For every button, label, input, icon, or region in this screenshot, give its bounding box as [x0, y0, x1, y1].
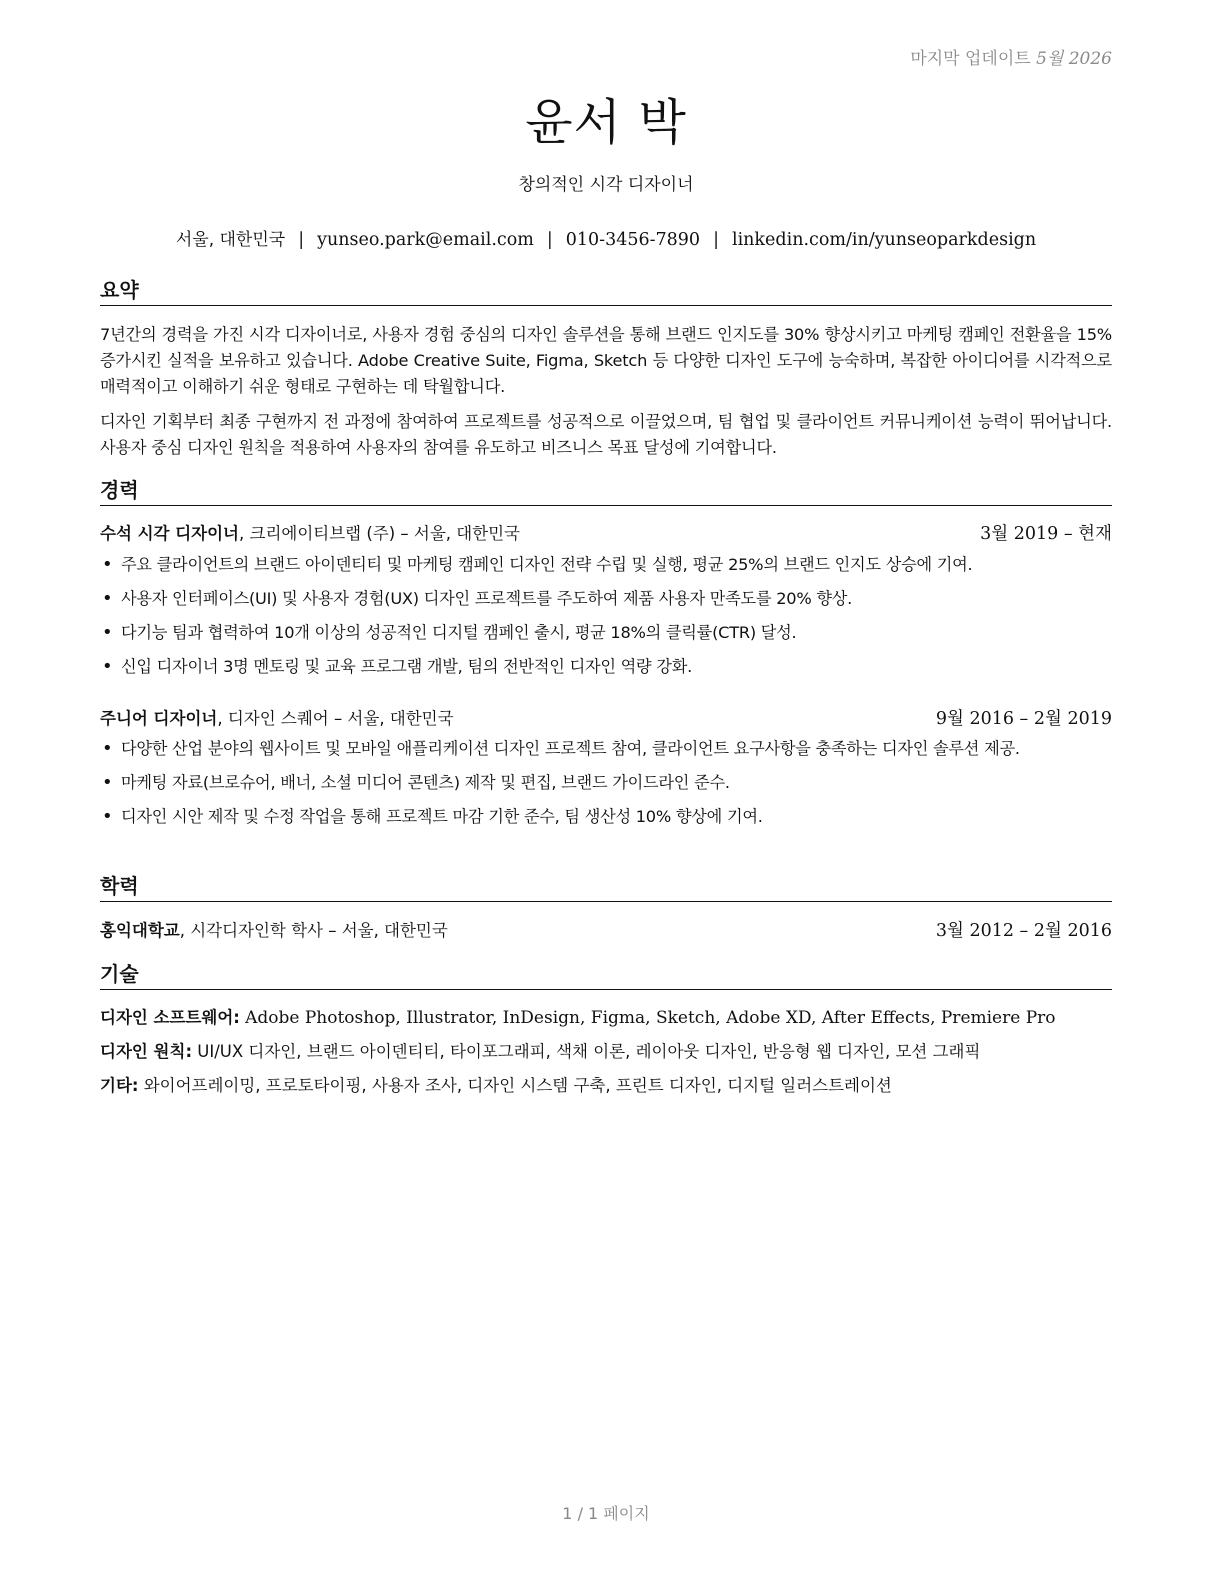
- skill-value: Adobe Photoshop, Illustrator, InDesign, Figma, Sketch, Adobe XD, After Effects, Premiere Pro: [245, 1008, 1056, 1028]
- education-detail: , 시각디자인학 학사 – 서울, 대한민국: [179, 921, 448, 940]
- contact-line: [100, 225, 1112, 250]
- job-bullet: • 마케팅 자료(브로슈어, 배너, 소셜 미디어 콘텐츠) 제작 및 편집, 브랜드 가이드라인 준수.: [100, 770, 1112, 796]
- job-bullet: • 주요 클라이언트의 브랜드 아이덴티티 및 마케팅 캠페인 디자인 전략 수립 및 실행, 평균 25%의 브랜드 인지도 상승에 기여.: [100, 552, 1120, 578]
- skill-line-software: [100, 1005, 1112, 1031]
- contact-phone: 010-3456-7890: [565, 230, 701, 250]
- page-indicator: 1 / 1 페이지: [562, 1504, 650, 1523]
- education-entry: [100, 919, 1112, 943]
- job-date: 3월 2019 – 현재: [980, 524, 1112, 544]
- candidate-name: 윤서 박: [525, 94, 687, 151]
- last-updated: [910, 44, 1112, 69]
- contact-linkedin-link[interactable]: linkedin.com/in/yunseoparkdesign: [731, 230, 1037, 250]
- job-title: 수석 시각 디자이너: [100, 524, 240, 543]
- skill-label: 기타:: [100, 1076, 139, 1095]
- job-date: 9월 2016 – 2월 2019: [935, 709, 1112, 729]
- last-updated-year: 2026: [1068, 49, 1112, 69]
- last-updated-month: 5월: [1036, 49, 1064, 69]
- section-heading-experience: 경력: [100, 478, 1112, 506]
- summary-paragraph-1: 7년간의 경력을 가진 시각 디자이너로, 사용자 경험 중심의 디자인 솔루션을 통해 브랜드 인지도를 30% 향상시키고 마케팅 캠페인 전환율을 15% 증가시킨 실적을 보유하고 있습니다. Adobe Creative Suite, Figma, Sketch 등 다양한 디자인 도구에 능숙하며, 복잡한 아이디어를 시각적으로 매력적이고 이해하기 쉬운 형태로 구현하는 데 탁월합니다.: [100, 325, 1112, 396]
- job-bullet: • 디자인 시안 제작 및 수정 작업을 통해 프로젝트 마감 기한 준수, 팀 생산성 10% 향상에 기여.: [100, 804, 1112, 830]
- job-title: 주니어 디자이너: [100, 709, 218, 728]
- candidate-subtitle: 창의적인 시각 디자이너: [518, 175, 694, 195]
- job-bullet: • 사용자 인터페이스(UI) 및 사용자 경험(UX) 디자인 프로젝트를 주도하여 제품 사용자 만족도를 20% 향상.: [100, 586, 1120, 612]
- job-company: , 크리에이티브랩 (주) – 서울, 대한민국: [239, 524, 521, 543]
- job-bullet-list: [100, 736, 1112, 830]
- job-header: [100, 522, 1112, 546]
- skill-value: UI/UX 디자인, 브랜드 아이덴티티, 타이포그래피, 색채 이론, 레이아웃 디자인, 반응형 웹 디자인, 모션 그래픽: [197, 1042, 981, 1061]
- education-school: 홍익대학교: [100, 921, 180, 940]
- section-heading-summary: 요약: [100, 278, 1112, 306]
- skill-line-other: [100, 1073, 1112, 1099]
- contact-separator: |: [298, 230, 305, 250]
- job-bullet: • 다양한 산업 분야의 웹사이트 및 모바일 애플리케이션 디자인 프로젝트 참여, 클라이언트 요구사항을 충족하는 디자인 솔루션 제공.: [100, 736, 1112, 762]
- job-company: , 디자인 스퀘어 – 서울, 대한민국: [217, 709, 454, 728]
- last-updated-label: 마지막 업데이트: [910, 49, 1031, 69]
- education-date: 3월 2012 – 2월 2016: [935, 921, 1112, 941]
- contact-separator: |: [713, 230, 719, 250]
- job-header: [100, 707, 1112, 731]
- contact-email-link[interactable]: yunseo.park@email.com: [317, 230, 534, 250]
- section-heading-education: 학력: [100, 874, 1112, 902]
- skill-label: 디자인 원칙:: [100, 1042, 193, 1061]
- job-bullet: • 신입 디자이너 3명 멘토링 및 교육 프로그램 개발, 팀의 전반적인 디자인 역량 강화.: [100, 654, 1120, 680]
- section-heading-skills: 기술: [100, 962, 1112, 990]
- job-bullet: • 다기능 팀과 협력하여 10개 이상의 성공적인 디지털 캠페인 출시, 평균 18%의 클릭률(CTR) 달성.: [100, 620, 1120, 646]
- job-bullet-list: [100, 552, 1120, 680]
- summary-paragraph-2: 디자인 기획부터 최종 구현까지 전 과정에 참여하여 프로젝트를 성공적으로 이끌었으며, 팀 협업 및 클라이언트 커뮤니케이션 능력이 뛰어납니다. 사용자 중심 디자인 원칙을 적용하여 사용자의 참여를 유도하고 비즈니스 목표 달성에 기여합니다.: [100, 412, 1112, 457]
- skill-value: 와이어프레이밍, 프로토타이핑, 사용자 조사, 디자인 시스템 구축, 프린트 디자인, 디지털 일러스트레이션: [143, 1076, 892, 1095]
- contact-location: 서울, 대한민국: [175, 230, 286, 250]
- skill-line-principles: [100, 1039, 1112, 1065]
- contact-separator: |: [546, 230, 553, 250]
- skill-label: 디자인 소프트웨어:: [100, 1008, 240, 1027]
